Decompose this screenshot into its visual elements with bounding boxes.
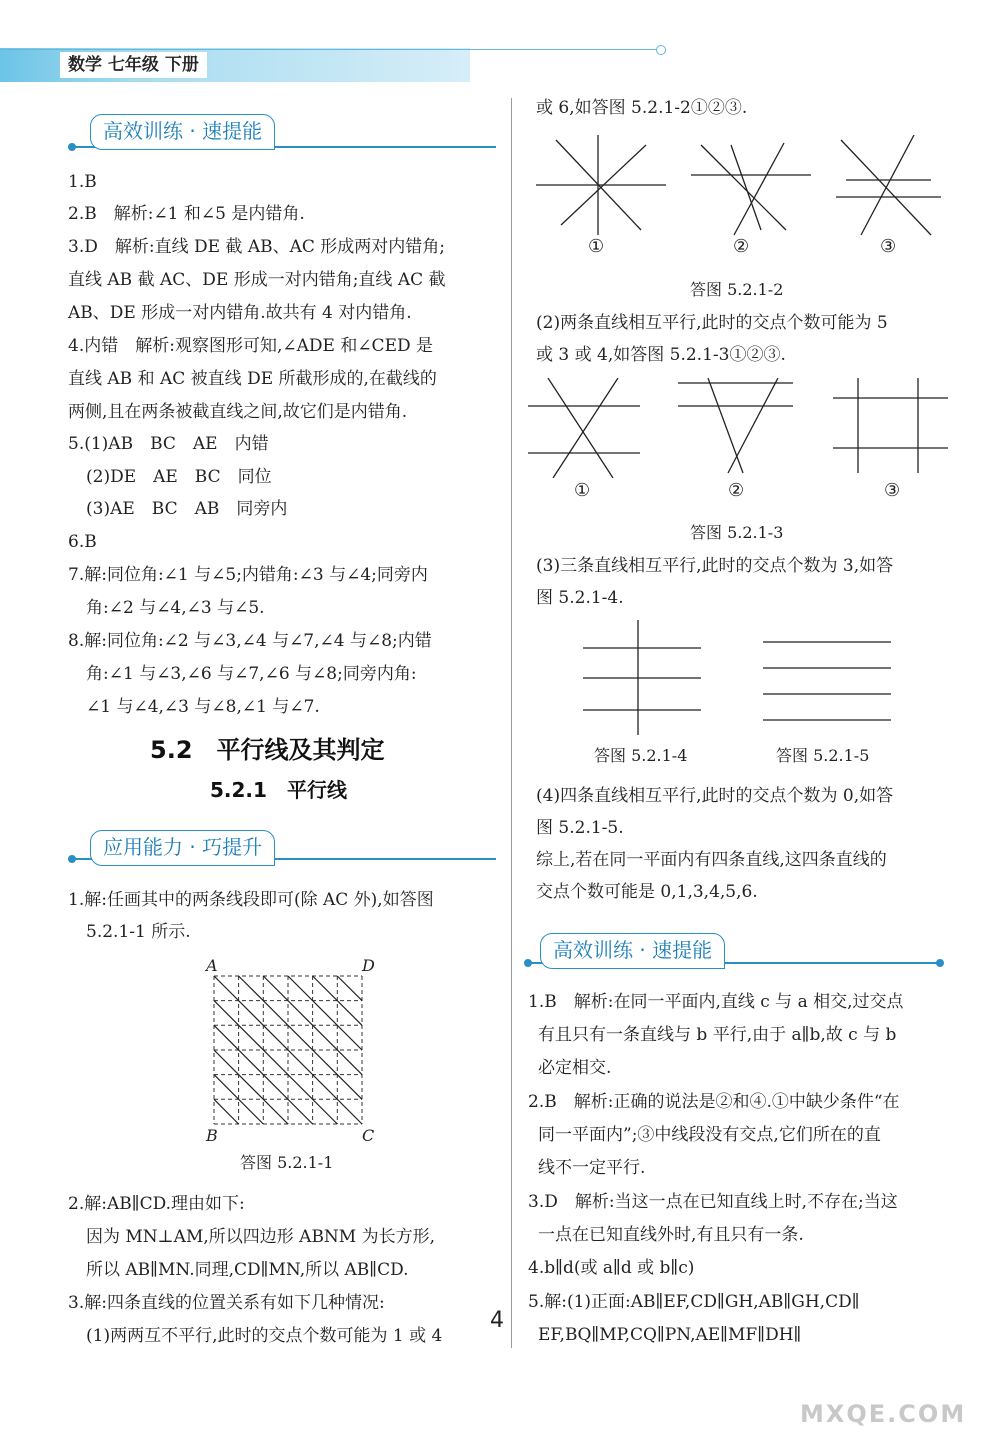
figure-caption: 答图 5.2.1-2 (690, 280, 784, 299)
answer-line: 7.解:同位角:∠1 与∠5;内错角:∠3 与∠4;同旁内 (68, 565, 428, 585)
section-title-efficient-training: 高效训练 · 速提能 (90, 114, 275, 150)
answer-line: 所以 AB∥MN.同理,CD∥MN,所以 AB∥CD. (86, 1260, 409, 1280)
fig-label-d: D (362, 956, 375, 975)
answer-line: 交点个数可能是 0,1,3,4,5,6. (536, 882, 758, 902)
answer-line: 4.b∥d(或 a∥d 或 b∥c) (528, 1258, 695, 1278)
answer-line: 2.B 解析:∠1 和∠5 是内错角. (68, 204, 305, 224)
answer-line: 图 5.2.1-4. (536, 588, 624, 608)
answer-line: 一点在已知直线外时,有且只有一条. (538, 1225, 804, 1245)
answer-line: 5.2.1-1 所示. (86, 922, 191, 942)
answer-line: (4)四条直线相互平行,此时的交点个数为 0,如答 (536, 786, 894, 806)
answer-line: 综上,若在同一平面内有四条直线,这四条直线的 (536, 850, 887, 870)
subfigure-label: ① (588, 236, 605, 257)
section-dot (524, 959, 532, 967)
book-title: 数学 七年级 下册 (60, 52, 207, 78)
figure-caption: 答图 5.2.1-5 (776, 746, 870, 765)
fig-label-b: B (206, 1126, 218, 1145)
header-rule (0, 49, 660, 50)
answer-line: 角:∠1 与∠3,∠6 与∠7,∠6 与∠8;同旁内角: (86, 664, 417, 684)
answer-line: EF,BQ∥MP,CQ∥PN,AE∥MF∥DH∥ (538, 1325, 802, 1345)
answer-line: (3)三条直线相互平行,此时的交点个数为 3,如答 (536, 556, 894, 576)
subfigure-label: ② (733, 236, 750, 257)
answer-line: 有且只有一条直线与 b 平行,由于 a∥b,故 c 与 b (538, 1025, 897, 1045)
answer-line: (3)AE BC AB 同旁内 (86, 499, 288, 519)
answer-line: 或 6,如答图 5.2.1-2①②③. (536, 98, 748, 118)
column-divider (511, 98, 512, 1348)
subfigure-label: ③ (884, 480, 901, 501)
subfigure-label: ② (728, 480, 745, 501)
answer-line: 1.B 解析:在同一平面内,直线 c 与 a 相交,过交点 (528, 992, 904, 1012)
answer-line: 5.解:(1)正面:AB∥EF,CD∥GH,AB∥GH,CD∥ (528, 1292, 860, 1312)
section-dot (936, 959, 944, 967)
answer-line: 3.D 解析:直线 DE 截 AB、AC 形成两对内错角; (68, 237, 446, 257)
answer-line: 角:∠2 与∠4,∠3 与∠5. (86, 598, 265, 618)
chapter-heading: 5.2 平行线及其判定 (150, 736, 385, 764)
answer-line: 6.B (68, 532, 97, 552)
answer-line: (2)DE AE BC 同位 (86, 467, 272, 487)
answer-line: 4.内错 解析:观察图形可知,∠ADE 和∠CED 是 (68, 336, 434, 356)
subfigure-label: ③ (880, 236, 897, 257)
answer-line: 1.解:任画其中的两条线段即可(除 AC 外),如答图 (68, 890, 434, 910)
answer-line: 3.D 解析:当这一点在已知直线上时,不存在;当这 (528, 1192, 898, 1212)
figure-5-2-1-3 (528, 378, 948, 478)
page-number: 4 (490, 1308, 504, 1333)
answer-line: 直线 AB 截 AC、DE 形成一对内错角;直线 AC 截 (68, 270, 446, 290)
answer-line: 3.解:四条直线的位置关系有如下几种情况: (68, 1293, 385, 1313)
answer-line: 同一平面内”;③中线段没有交点,它们所在的直 (538, 1125, 881, 1145)
section-title-efficient-training-2: 高效训练 · 速提能 (540, 933, 725, 969)
header-dot (656, 45, 666, 55)
section-dot (68, 143, 76, 151)
answer-line: 8.解:同位角:∠2 与∠3,∠4 与∠7,∠4 与∠8;内错 (68, 631, 432, 651)
figure-5-2-1-2 (536, 135, 948, 240)
sub-heading: 5.2.1 平行线 (210, 778, 347, 802)
answer-line: 或 3 或 4,如答图 5.2.1-3①②③. (536, 345, 786, 365)
watermark-logo: MXQE.COM (800, 1400, 967, 1428)
answer-line: 2.解:AB∥CD.理由如下: (68, 1194, 245, 1214)
fig-label-c: C (362, 1126, 375, 1145)
figure-5-2-1-4-and-5 (583, 620, 923, 735)
answer-line: AB、DE 形成一对内错角.故共有 4 对内错角. (68, 303, 412, 323)
fig-label-a: A (206, 956, 218, 975)
answer-line: 线不一定平行. (538, 1158, 646, 1178)
answer-line: 直线 AB 和 AC 被直线 DE 所截形成的,在截线的 (68, 369, 437, 389)
answer-line: 1.B (68, 172, 97, 192)
answer-line: 2.B 解析:正确的说法是②和④.①中缺少条件“在 (528, 1092, 900, 1112)
figure-caption: 答图 5.2.1-1 (240, 1153, 334, 1172)
section-title-application: 应用能力 · 巧提升 (90, 830, 275, 866)
figure-caption: 答图 5.2.1-3 (690, 523, 784, 542)
answer-line: (1)两两互不平行,此时的交点个数可能为 1 或 4 (86, 1326, 443, 1346)
answer-line: 因为 MN⊥AM,所以四边形 ABNM 为长方形, (86, 1227, 436, 1247)
answer-line: (2)两条直线相互平行,此时的交点个数可能为 5 (536, 313, 888, 333)
figure-caption: 答图 5.2.1-4 (594, 746, 688, 765)
subfigure-label: ① (574, 480, 591, 501)
answer-line: 必定相交. (538, 1058, 612, 1078)
answer-line: 图 5.2.1-5. (536, 818, 624, 838)
grid-figure (208, 970, 368, 1130)
answer-line: 两侧,且在两条被截直线之间,故它们是内错角. (68, 402, 408, 422)
answer-line: ∠1 与∠4,∠3 与∠8,∠1 与∠7. (86, 697, 320, 717)
answer-line: 5.(1)AB BC AE 内错 (68, 434, 269, 454)
section-dot (68, 855, 76, 863)
